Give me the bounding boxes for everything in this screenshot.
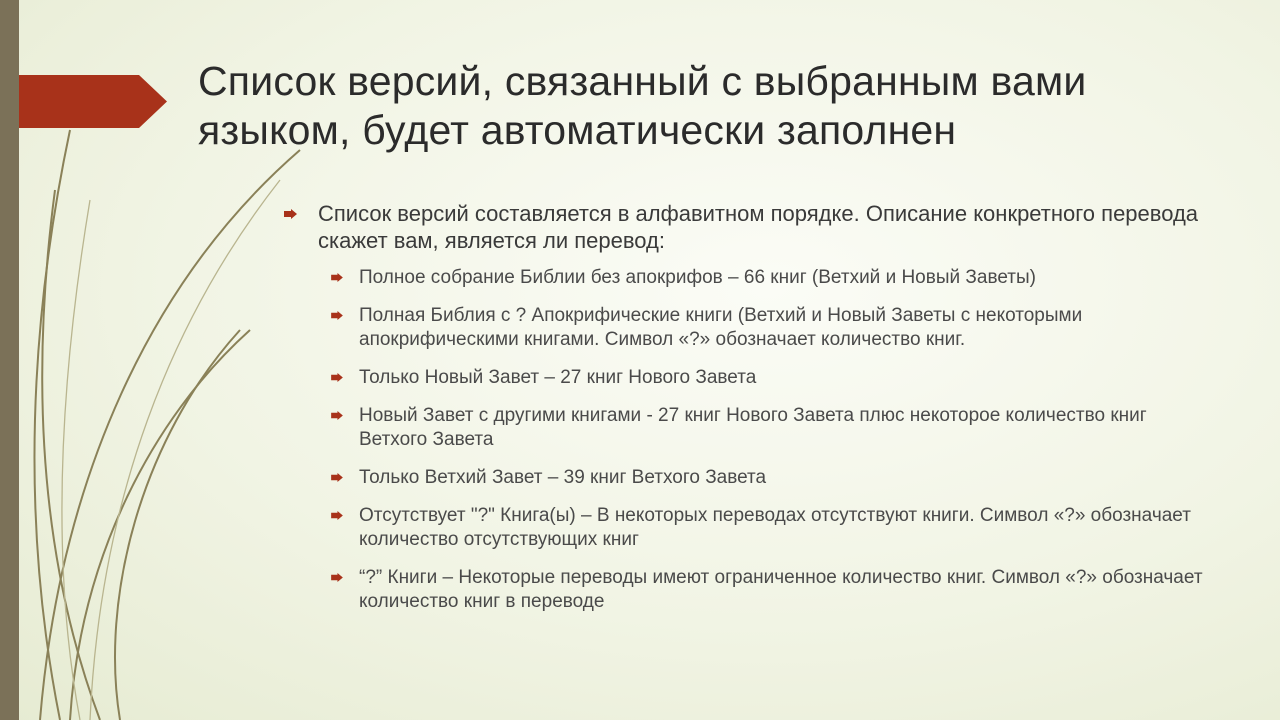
version-types-list: [282, 266, 1212, 614]
list-item-text: Новый Завет с другими книгами - 27 книг Нового Завета плюс некоторое количество книг Ветхого Завета: [359, 405, 1147, 450]
intro-bullet: [282, 200, 1212, 254]
arrow-bullet-icon: [331, 511, 343, 520]
list-item-text: Полное собрание Библии без апокрифов – 66 книг (Ветхий и Новый Заветы): [359, 267, 1036, 288]
arrow-bullet-icon: [284, 209, 297, 219]
list-item-text: “?” Книги – Некоторые переводы имеют ограниченное количество книг. Символ «?» обозначает количество книг в переводе: [359, 567, 1203, 612]
arrow-bullet-icon: [331, 273, 343, 282]
list-item: [282, 304, 1212, 352]
list-item: [282, 566, 1212, 614]
arrow-bullet-icon: [331, 411, 343, 420]
list-item: [282, 504, 1212, 552]
list-item: [282, 266, 1212, 290]
arrow-bullet-icon: [331, 311, 343, 320]
list-item-text: Отсутствует "?" Книга(ы) – В некоторых переводах отсутствуют книги. Символ «?» обозначает количество отсутствующих книг: [359, 505, 1191, 550]
slide-content: [282, 200, 1212, 628]
arrow-bullet-icon: [331, 573, 343, 582]
intro-text: Список версий составляется в алфавитном порядке. Описание конкретного перевода скажет вам, является ли перевод:: [318, 201, 1199, 253]
list-item: [282, 366, 1212, 390]
list-item: [282, 404, 1212, 452]
arrow-bullet-icon: [331, 473, 343, 482]
list-item-text: Только Ветхий Завет – 39 книг Ветхого Завета: [359, 467, 767, 488]
slide-title: Список версий, связанный с выбранным вами языком, будет автоматически заполнен: [198, 58, 1087, 153]
list-item-text: Только Новый Завет – 27 книг Нового Завета: [359, 367, 757, 388]
list-item-text: Полная Библия с ? Апокрифические книги (Ветхий и Новый Заветы с некоторыми апокрифическими книгами. Символ «?» обозначает количество книг.: [359, 305, 1083, 350]
arrow-bullet-icon: [331, 373, 343, 382]
list-item: [282, 466, 1212, 490]
title-arrow-shape: [19, 75, 167, 128]
